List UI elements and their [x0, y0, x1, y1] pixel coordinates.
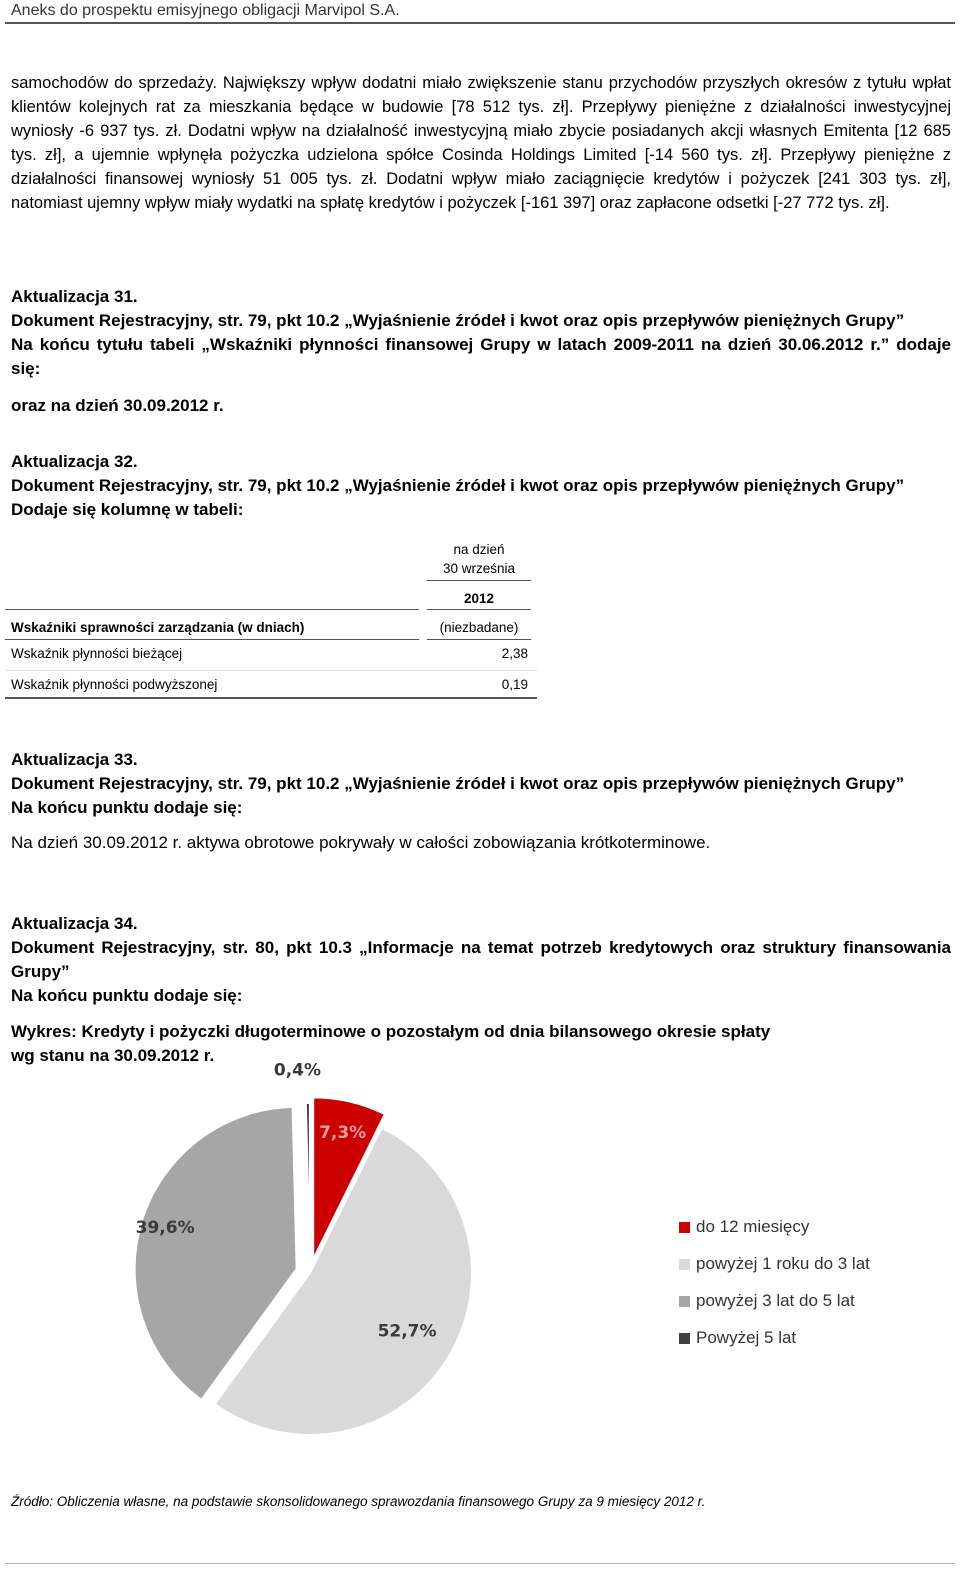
- pie-data-label: 52,7%: [377, 1321, 437, 1342]
- update-34-title: Aktualizacja 34.: [11, 914, 138, 933]
- source-note: Źródło: Obliczenia własne, na podstawie skonsolidowanego sprawozdania finansowego Grupy za 9 miesięcy 2012 r.: [11, 1494, 706, 1509]
- table-bottom-rule: [5, 697, 537, 699]
- update-34-instruction: Na końcu punktu dodaje się:: [11, 986, 243, 1005]
- chart-title: [11, 1020, 951, 1068]
- col-status: (niezbadane): [439, 620, 519, 635]
- update-33: [11, 748, 951, 820]
- row-value-current-ratio: 2,38: [501, 646, 528, 661]
- update-31-title: Aktualizacja 31.: [11, 287, 138, 306]
- legend-label: powyżej 1 roku do 3 lat: [696, 1254, 870, 1273]
- row-separator: [5, 670, 537, 671]
- legend-swatch: [679, 1259, 690, 1270]
- col-header-line2: 30 września: [442, 561, 516, 576]
- pie-slice: [306, 1103, 310, 1265]
- row-label-current-ratio: Wskaźnik płynności bieżącej: [11, 646, 183, 661]
- update-32: [11, 450, 951, 522]
- update-32-title: Aktualizacja 32.: [11, 452, 138, 471]
- intro-paragraph: samochodów do sprzedaży. Największy wpływ dodatni miało zwiększenie stanu przychodów przyszłych okresów z tytułu wpłat klientów kolejnych rat za mieszkania będące w budowie [78 512 tys. zł]. Przepływy pieniężne z działalności inwestycyjnej wyniosły -6 937 tys. zł. Dodatni wpływ na działalność inwestycyjną miało zbycie posiadanych akcji własnych Emitenta [12 685 tys. zł], a ujemnie wpłynęła pożyczka udzielona spółce Cosinda Holdings Limited [-14 560 tys. zł]. Przepływy pieniężne z działalności finansowej wyniosły 51 005 tys. zł. Dodatni wpływ miało zaciągnięcie kredytów i pożyczek [241 303 tys. zł], natomiast ujemny wpływ miały wydatki na spłatę kredytów i pożyczek [-161 397] oraz zapłacone odsetki [-27 772 tys. zł].: [11, 74, 951, 212]
- legend-item: [679, 1254, 870, 1291]
- update-33-doc-ref: Dokument Rejestracyjny, str. 79, pkt 10.2 „Wyjaśnienie źródeł i kwot oraz opis przepływów pieniężnych Grupy”: [11, 774, 905, 793]
- update-31-added-text: oraz na dzień 30.09.2012 r.: [11, 396, 224, 415]
- footer-rule: [5, 1563, 955, 1564]
- update-33-instruction: Na końcu punktu dodaje się:: [11, 798, 243, 817]
- header-rule: [5, 22, 955, 24]
- legend-item: [679, 1217, 870, 1254]
- legend-label: Powyżej 5 lat: [696, 1328, 797, 1347]
- legend-swatch: [679, 1222, 690, 1233]
- header-bottom-rule-left: [5, 639, 419, 640]
- legend-swatch: [679, 1333, 690, 1344]
- chart-title-line2: wg stanu na 30.09.2012 r.: [11, 1046, 215, 1065]
- update-34: [11, 912, 951, 1008]
- update-34-doc-ref: Dokument Rejestracyjny, str. 80, pkt 10.3 „Informacje na temat potrzeb kredytowych oraz struktury finansowania Grupy”: [11, 938, 951, 981]
- update-31: [11, 285, 951, 381]
- legend-label: do 12 miesięcy: [696, 1217, 810, 1236]
- pie-data-label: 39,6%: [135, 1217, 195, 1238]
- update-31-instruction: Na końcu tytułu tabeli „Wskaźniki płynności finansowej Grupy w latach 2009-2011 na dzień 30.06.2012 r.” dodaje się:: [11, 335, 951, 378]
- pie-data-label: 0,4%: [273, 1060, 322, 1081]
- legend-item: [679, 1328, 870, 1365]
- update-32-instruction: Dodaje się kolumnę w tabeli:: [11, 500, 244, 519]
- legend-swatch: [679, 1296, 690, 1307]
- pie-data-label: 7,3%: [319, 1123, 367, 1144]
- update-31-doc-ref: Dokument Rejestracyjny, str. 79, pkt 10.2 „Wyjaśnienie źródeł i kwot oraz opis przepływów pieniężnych Grupy”: [11, 311, 905, 330]
- col-header-rule: [427, 580, 531, 581]
- section-rule-right: [427, 609, 531, 610]
- chart-title-line1: Wykres: Kredyty i pożyczki długoterminowe o pozostałym od dnia bilansowego okresie spłaty: [11, 1022, 771, 1041]
- col-header-line1: na dzień: [453, 542, 505, 557]
- row-label-quick-ratio: Wskaźnik płynności podwyższonej: [11, 677, 218, 692]
- legend-item: [679, 1291, 870, 1328]
- row-value-quick-ratio: 0,19: [501, 677, 528, 692]
- chart-legend: [679, 1217, 870, 1365]
- header-bottom-rule-right: [427, 639, 531, 640]
- update-33-added-text: Na dzień 30.09.2012 r. aktywa obrotowe pokrywały w całości zobowiązania krótkoterminowe.: [11, 833, 711, 852]
- col-year: 2012: [463, 591, 495, 606]
- legend-label: powyżej 3 lat do 5 lat: [696, 1291, 855, 1310]
- section-label: Wskaźniki sprawności zarządzania (w dniach): [11, 620, 305, 635]
- document-header: Aneks do prospektu emisyjnego obligacji Marvipol S.A.: [11, 2, 400, 19]
- section-rule-left: [5, 609, 419, 610]
- update-33-title: Aktualizacja 33.: [11, 750, 138, 769]
- update-32-doc-ref: Dokument Rejestracyjny, str. 79, pkt 10.2 „Wyjaśnienie źródeł i kwot oraz opis przepływów pieniężnych Grupy”: [11, 476, 905, 495]
